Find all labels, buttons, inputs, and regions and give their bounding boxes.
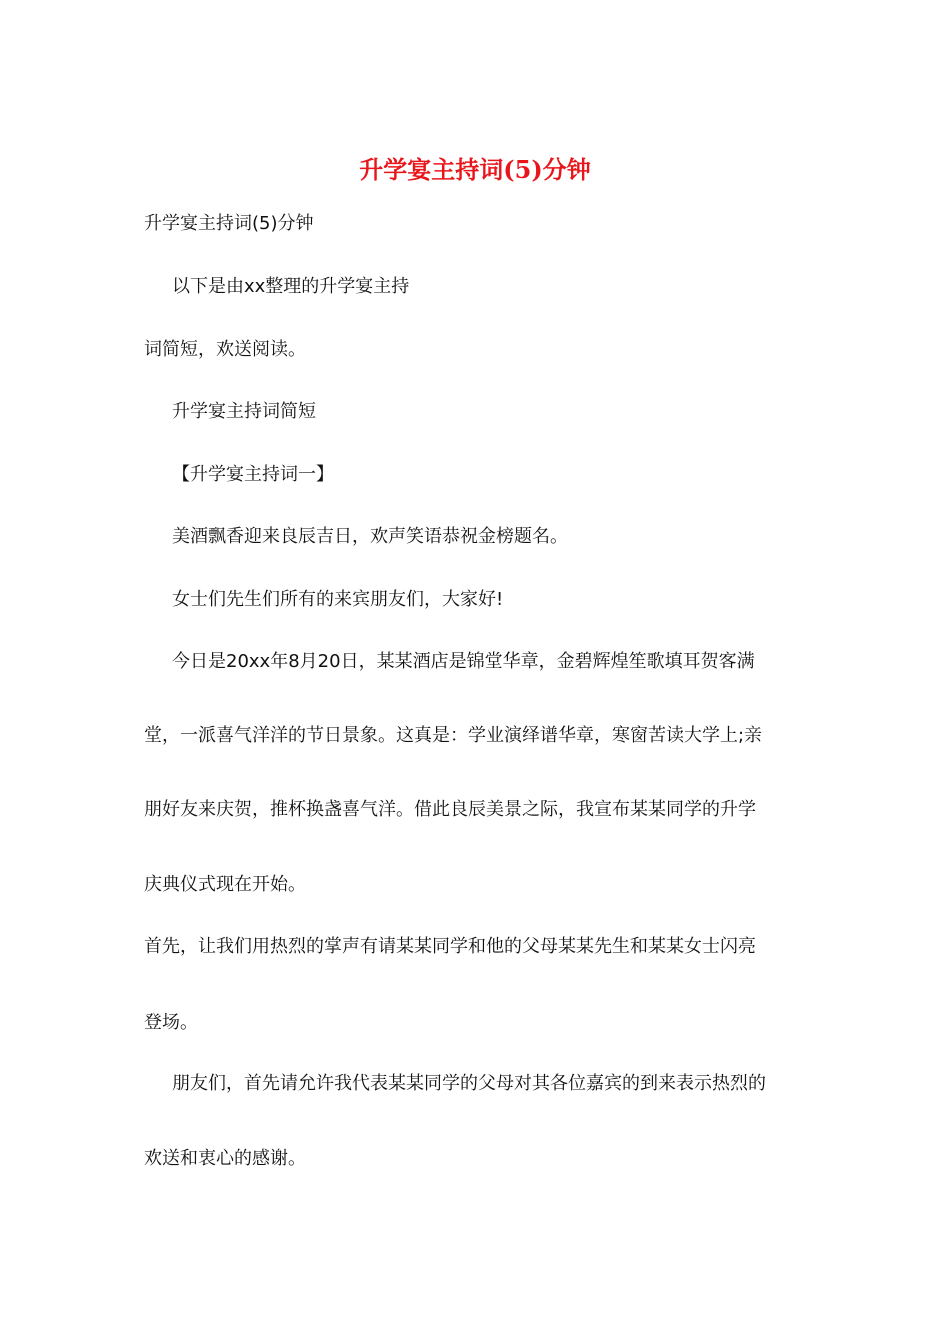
- intro-line-1: 以下是由xx整理的升学宴主持: [172, 276, 410, 297]
- section-heading: 升学宴主持词简短: [172, 401, 316, 422]
- subsection-heading: 【升学宴主持词一】: [172, 464, 334, 485]
- paragraph-line: 堂，一派喜气洋洋的节日景象。这真是：学业演绎谱华章，寒窗苦读大学上;亲: [144, 725, 763, 746]
- paragraph-line: 首先，让我们用热烈的掌声有请某某同学和他的父母某某先生和某某女士闪亮: [144, 936, 756, 957]
- intro-line-2: 词简短，欢送阅读。: [144, 339, 306, 360]
- document-title: 升学宴主持词(5)分钟: [359, 155, 591, 184]
- paragraph-line: 朋好友来庆贺，推杯换盏喜气洋。借此良辰美景之际，我宣布某某同学的升学: [144, 799, 756, 820]
- paragraph-line: 庆典仪式现在开始。: [144, 874, 306, 895]
- paragraph-line: 欢送和衷心的感谢。: [144, 1148, 306, 1169]
- paragraph-line: 登场。: [144, 1012, 198, 1033]
- paragraph-line: 今日是20xx年8月20日，某某酒店是锦堂华章，金碧辉煌笙歌填耳贺客满: [172, 651, 755, 672]
- doc-subtitle: 升学宴主持词(5)分钟: [144, 213, 314, 234]
- paragraph-line: 美酒飘香迎来良辰吉日，欢声笑语恭祝金榜题名。: [172, 526, 568, 547]
- paragraph-line: 女士们先生们所有的来宾朋友们，大家好!: [172, 589, 504, 610]
- paragraph-line: 朋友们，首先请允许我代表某某同学的父母对其各位嘉宾的到来表示热烈的: [172, 1073, 766, 1094]
